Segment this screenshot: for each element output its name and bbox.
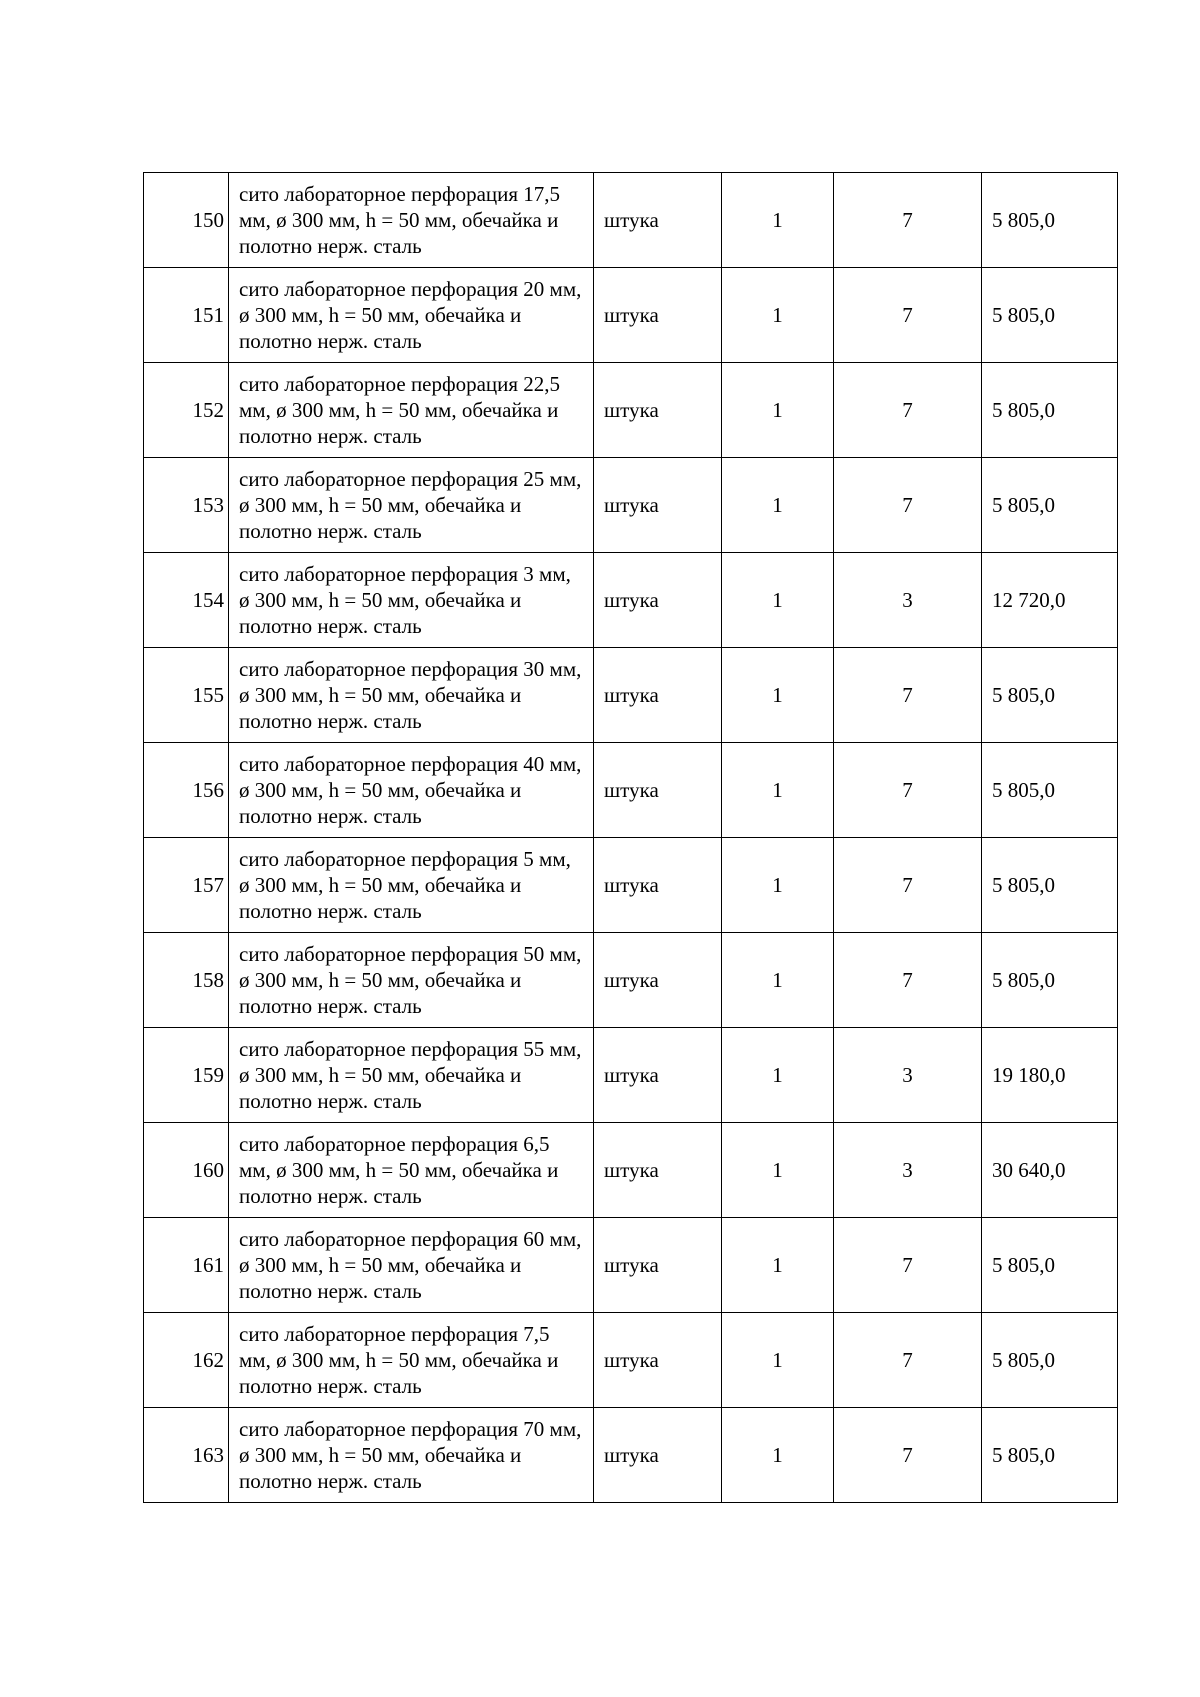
row-number: 156 — [144, 743, 229, 838]
item-term: 7 — [834, 268, 982, 363]
table-row — [144, 1028, 1118, 1123]
item-term: 7 — [834, 173, 982, 268]
table-row — [144, 1408, 1118, 1503]
item-quantity: 1 — [722, 648, 834, 743]
table-row — [144, 1218, 1118, 1313]
item-price: 5 805,0 — [982, 838, 1118, 933]
item-unit: штука — [594, 1313, 722, 1408]
item-term: 7 — [834, 363, 982, 458]
item-term: 7 — [834, 838, 982, 933]
item-name: сито лабораторное перфорация 7,5 мм, ø 300 мм, h = 50 мм, обечайка и полотно нерж. сталь — [229, 1313, 594, 1408]
item-quantity: 1 — [722, 1313, 834, 1408]
table-row — [144, 268, 1118, 363]
row-number: 158 — [144, 933, 229, 1028]
item-term: 7 — [834, 933, 982, 1028]
table-row — [144, 1313, 1118, 1408]
item-name: сито лабораторное перфорация 50 мм, ø 300 мм, h = 50 мм, обечайка и полотно нерж. сталь — [229, 933, 594, 1028]
item-unit: штука — [594, 933, 722, 1028]
item-name: сито лабораторное перфорация 55 мм, ø 300 мм, h = 50 мм, обечайка и полотно нерж. сталь — [229, 1028, 594, 1123]
item-price: 5 805,0 — [982, 458, 1118, 553]
item-quantity: 1 — [722, 363, 834, 458]
item-name: сито лабораторное перфорация 30 мм, ø 300 мм, h = 50 мм, обечайка и полотно нерж. сталь — [229, 648, 594, 743]
items-table-body — [144, 173, 1118, 1503]
item-quantity: 1 — [722, 1408, 834, 1503]
item-price: 5 805,0 — [982, 743, 1118, 838]
row-number: 157 — [144, 838, 229, 933]
item-term: 7 — [834, 1218, 982, 1313]
item-unit: штука — [594, 743, 722, 838]
item-name: сито лабораторное перфорация 17,5 мм, ø 300 мм, h = 50 мм, обечайка и полотно нерж. сталь — [229, 173, 594, 268]
row-number: 160 — [144, 1123, 229, 1218]
item-price: 5 805,0 — [982, 268, 1118, 363]
item-quantity: 1 — [722, 933, 834, 1028]
item-unit: штука — [594, 173, 722, 268]
item-quantity: 1 — [722, 268, 834, 363]
item-name: сито лабораторное перфорация 5 мм, ø 300 мм, h = 50 мм, обечайка и полотно нерж. сталь — [229, 838, 594, 933]
row-number: 153 — [144, 458, 229, 553]
row-number: 154 — [144, 553, 229, 648]
item-unit: штука — [594, 648, 722, 743]
item-term: 7 — [834, 743, 982, 838]
item-unit: штука — [594, 553, 722, 648]
item-price: 5 805,0 — [982, 933, 1118, 1028]
item-price: 5 805,0 — [982, 363, 1118, 458]
item-name: сито лабораторное перфорация 25 мм, ø 300 мм, h = 50 мм, обечайка и полотно нерж. сталь — [229, 458, 594, 553]
item-name: сито лабораторное перфорация 3 мм, ø 300 мм, h = 50 мм, обечайка и полотно нерж. сталь — [229, 553, 594, 648]
item-unit: штука — [594, 838, 722, 933]
row-number: 151 — [144, 268, 229, 363]
table-row — [144, 553, 1118, 648]
table-row — [144, 1123, 1118, 1218]
item-price: 19 180,0 — [982, 1028, 1118, 1123]
item-name: сито лабораторное перфорация 20 мм, ø 300 мм, h = 50 мм, обечайка и полотно нерж. сталь — [229, 268, 594, 363]
item-term: 7 — [834, 1408, 982, 1503]
table-row — [144, 363, 1118, 458]
item-quantity: 1 — [722, 1123, 834, 1218]
item-name: сито лабораторное перфорация 70 мм, ø 300 мм, h = 50 мм, обечайка и полотно нерж. сталь — [229, 1408, 594, 1503]
table-row — [144, 743, 1118, 838]
row-number: 152 — [144, 363, 229, 458]
item-price: 12 720,0 — [982, 553, 1118, 648]
item-unit: штука — [594, 1408, 722, 1503]
table-row — [144, 458, 1118, 553]
item-term: 3 — [834, 1028, 982, 1123]
item-term: 7 — [834, 458, 982, 553]
item-term: 3 — [834, 1123, 982, 1218]
table-row — [144, 838, 1118, 933]
item-price: 5 805,0 — [982, 1313, 1118, 1408]
item-unit: штука — [594, 363, 722, 458]
item-quantity: 1 — [722, 1218, 834, 1313]
item-name: сито лабораторное перфорация 22,5 мм, ø 300 мм, h = 50 мм, обечайка и полотно нерж. сталь — [229, 363, 594, 458]
item-price: 30 640,0 — [982, 1123, 1118, 1218]
item-price: 5 805,0 — [982, 173, 1118, 268]
row-number: 155 — [144, 648, 229, 743]
item-unit: штука — [594, 1028, 722, 1123]
row-number: 162 — [144, 1313, 229, 1408]
item-quantity: 1 — [722, 1028, 834, 1123]
item-price: 5 805,0 — [982, 1408, 1118, 1503]
row-number: 161 — [144, 1218, 229, 1313]
row-number: 159 — [144, 1028, 229, 1123]
item-quantity: 1 — [722, 173, 834, 268]
item-name: сито лабораторное перфорация 40 мм, ø 300 мм, h = 50 мм, обечайка и полотно нерж. сталь — [229, 743, 594, 838]
item-unit: штука — [594, 268, 722, 363]
item-unit: штука — [594, 1218, 722, 1313]
item-quantity: 1 — [722, 838, 834, 933]
item-name: сито лабораторное перфорация 6,5 мм, ø 300 мм, h = 50 мм, обечайка и полотно нерж. сталь — [229, 1123, 594, 1218]
item-quantity: 1 — [722, 553, 834, 648]
item-name: сито лабораторное перфорация 60 мм, ø 300 мм, h = 50 мм, обечайка и полотно нерж. сталь — [229, 1218, 594, 1313]
row-number: 150 — [144, 173, 229, 268]
item-unit: штука — [594, 1123, 722, 1218]
item-unit: штука — [594, 458, 722, 553]
table-row — [144, 173, 1118, 268]
item-term: 7 — [834, 648, 982, 743]
items-table — [143, 172, 1118, 1503]
item-quantity: 1 — [722, 458, 834, 553]
item-term: 7 — [834, 1313, 982, 1408]
item-term: 3 — [834, 553, 982, 648]
table-row — [144, 648, 1118, 743]
item-price: 5 805,0 — [982, 648, 1118, 743]
item-price: 5 805,0 — [982, 1218, 1118, 1313]
table-row — [144, 933, 1118, 1028]
row-number: 163 — [144, 1408, 229, 1503]
item-quantity: 1 — [722, 743, 834, 838]
